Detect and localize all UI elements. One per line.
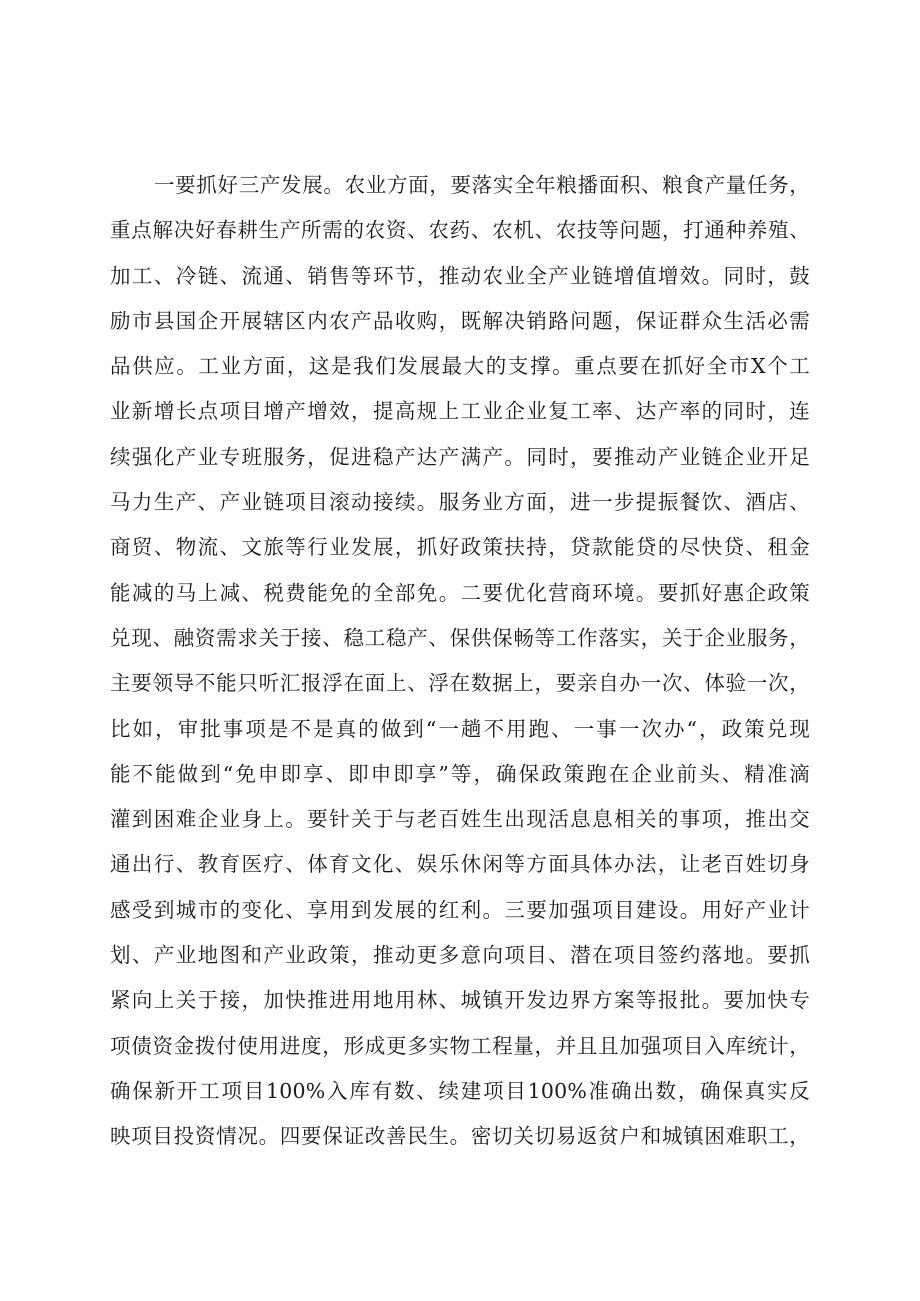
text-line-2: 重点解决好春耕生产所需的农资、农药、农机、农技等问题，打通种养殖、 — [110, 218, 810, 243]
text-line-16: 通出行、教育医疗、体育文化、娱乐休闲等方面具体办法，让老百姓切身 — [110, 852, 810, 877]
text-line-6: 业新增长点项目增产增效，提高规上工业企业复工率、达产率的同时，连 — [110, 399, 810, 424]
text-line-1: 一要抓好三产发展。农业方面，要落实全年粮播面积、粮食产量任务， — [154, 173, 810, 197]
text-line-4: 励市县国企开展辖区内农产品收购，既解决销路问题，保证群众生活必需 — [110, 308, 810, 333]
body-paragraph — [110, 163, 810, 1160]
text-line-12: 主要领导不能只听汇报浮在面上、浮在数据上，要亲自办一次、体验一次， — [110, 671, 810, 696]
text-line-10: 能减的马上减、税费能免的全部免。二要优化营商环境。要抓好惠企政策 — [110, 580, 810, 605]
text-line-11: 兑现、融资需求关于接、稳工稳产、保供保畅等工作落实，关于企业服务， — [110, 625, 810, 650]
text-line-21: 确保新开工项目100%入库有数、续建项目100%准确出数，确保真实反 — [110, 1078, 810, 1103]
text-line-19: 紧向上关于接，加快推进用地用林、城镇开发边界方案等报批。要加快专 — [110, 988, 810, 1013]
text-line-13: 比如，审批事项是不是真的做到“一趟不用跑、一事一次办“，政策兑现 — [110, 716, 810, 741]
text-line-7: 续强化产业专班服务，促进稳产达产满产。同时，要推动产业链企业开足 — [110, 444, 810, 469]
text-line-14: 能不能做到“免申即享、即申即享”等，确保政策跑在企业前头、精准滴 — [110, 761, 810, 786]
text-line-17: 感受到城市的变化、享用到发展的红利。三要加强项目建设。用好产业计 — [110, 897, 810, 922]
text-line-15: 灌到困难企业身上。要针关于与老百姓生出现活息息相关的事项，推出交 — [110, 807, 810, 832]
text-line-20: 项债资金拨付使用进度，形成更多实物工程量，并且且加强项目入库统计， — [110, 1033, 810, 1058]
text-line-8: 马力生产、产业链项目滚动接续。服务业方面，进一步提振餐饮、酒店、 — [110, 490, 810, 515]
text-line-22: 映项目投资情况。四要保证改善民生。密切关切易返贫户和城镇困难职工， — [110, 1124, 810, 1149]
text-line-18: 划、产业地图和产业政策，推动更多意向项目、潜在项目签约落地。要抓 — [110, 943, 810, 968]
text-line-3: 加工、冷链、流通、销售等环节，推动农业全产业链增值增效。同时，鼓 — [110, 263, 810, 288]
text-line-9: 商贸、物流、文旅等行业发展，抓好政策扶持，贷款能贷的尽快贷、租金 — [110, 535, 810, 560]
text-line-5: 品供应。工业方面，这是我们发展最大的支撑。重点要在抓好全市X个工 — [110, 354, 810, 379]
